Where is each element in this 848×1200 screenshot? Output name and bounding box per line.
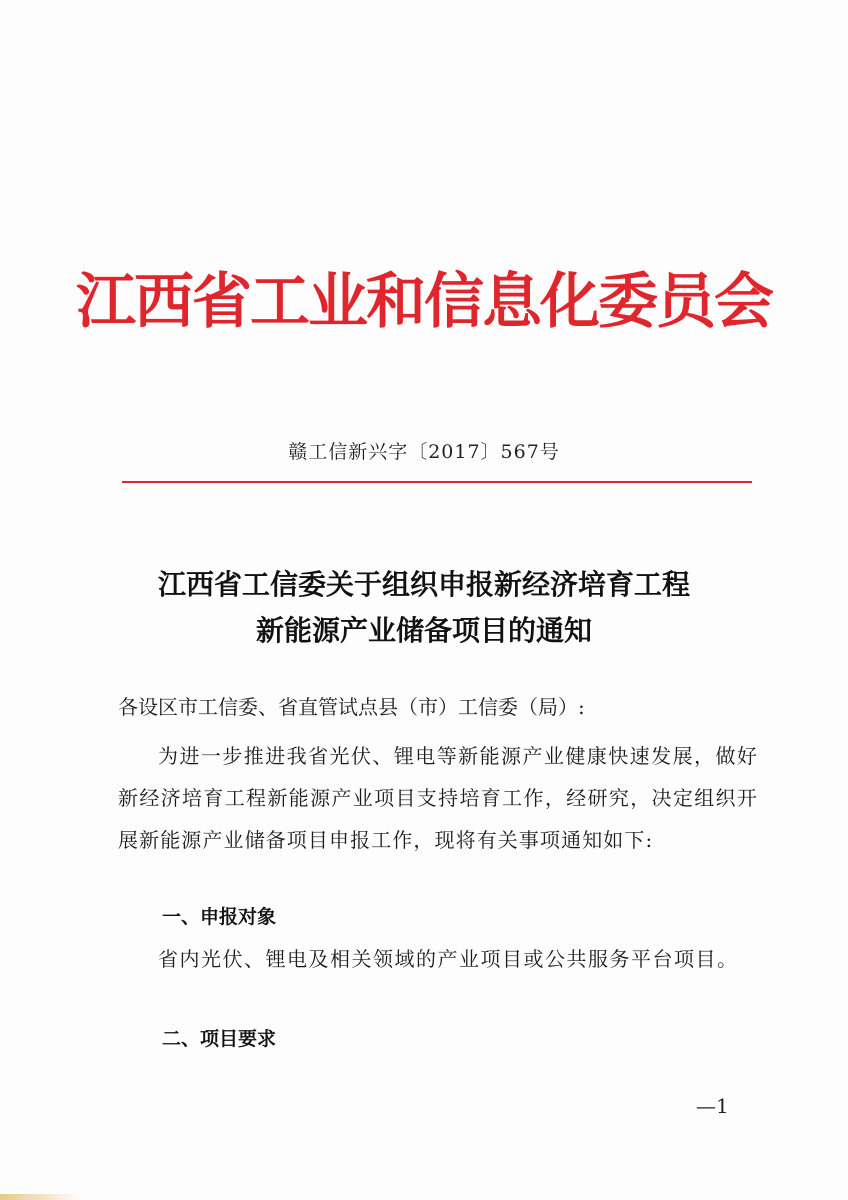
notice-title-line-2: 新能源产业储备项目的通知 xyxy=(255,614,592,647)
page-number: —1 xyxy=(696,1094,729,1118)
notice-title-line-1: 江西省工信委关于组织申报新经济培育工程 xyxy=(157,568,690,601)
section-1-paragraph: 省内光伏、锂电及相关领域的产业项目或公共服务平台项目。 xyxy=(158,947,739,971)
addressee: 各设区市工信委、省直管试点县（市）工信委（局）: xyxy=(118,695,585,719)
intro-paragraph: 为进一步推进我省光伏、锂电等新能源产业健康快速发展，做好新经济培育工程新能源产业项目支持培育工作，经研究，决定组织开展新能源产业储备项目申报工作，现将有关事项通知如下: xyxy=(118,744,758,852)
section-2-heading: 二、项目要求 xyxy=(162,1028,277,1050)
section-1-heading: 一、申报对象 xyxy=(162,906,277,928)
scan-edge-mark xyxy=(0,1194,80,1200)
document-number: 赣工信新兴字〔2017〕567号 xyxy=(288,441,560,463)
masthead-title: 江西省工业和信息化委员会 xyxy=(76,267,772,337)
red-divider-line xyxy=(122,481,752,483)
notice-title xyxy=(0,562,848,654)
